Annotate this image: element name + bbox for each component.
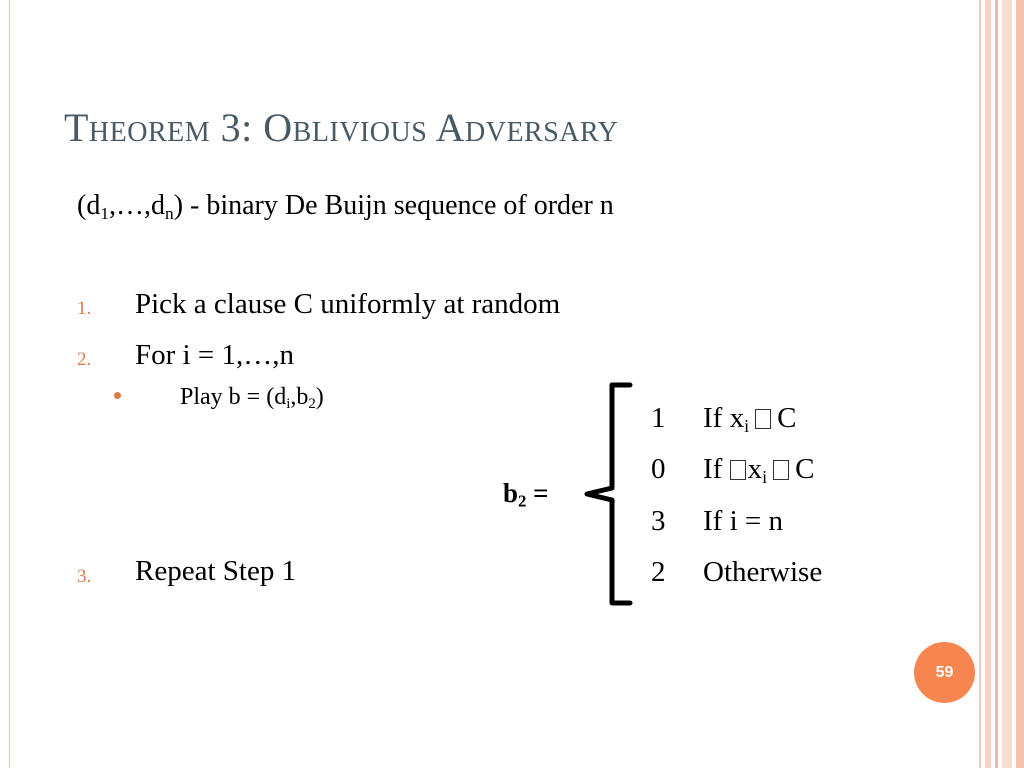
left-border (0, 0, 10, 768)
sub-item-middle: ,b (290, 384, 309, 410)
case-value: 1 (651, 402, 666, 434)
case-cond-suffix: C (777, 402, 797, 434)
b2-eq: = (526, 478, 549, 508)
page-number-badge (914, 642, 975, 703)
sub-item-suffix: ) (315, 384, 324, 410)
list-item-3: Repeat Step 1 (135, 555, 297, 587)
sub-item (180, 384, 324, 413)
lead-sub-1: 1 (100, 203, 110, 223)
case-value: 2 (651, 556, 666, 588)
sub-item-sub-2: 2 (308, 396, 316, 413)
b2-sub: 2 (518, 491, 527, 511)
lead-prefix: (d (77, 190, 101, 221)
stripe (995, 0, 998, 768)
missing-glyph-icon (773, 460, 789, 480)
case-row-4 (651, 556, 822, 589)
lead-suffix: ) - binary De Buijn sequence of order n (173, 190, 614, 221)
case-cond-sub: i (762, 467, 768, 488)
left-brace-icon (584, 380, 634, 608)
case-cond-prefix: If x (703, 402, 745, 434)
b2-label (503, 478, 549, 512)
list-item-1: Pick a clause C uniformly at random (135, 288, 561, 320)
list-number-1: 1. (77, 298, 92, 319)
b2-base: b (503, 478, 519, 508)
list-item-2: For i = 1,…,n (135, 339, 294, 371)
case-value: 0 (651, 453, 666, 485)
list-number-2: 2. (77, 349, 92, 370)
stripe (985, 0, 991, 768)
stripe (979, 0, 981, 768)
lead-line (77, 190, 614, 224)
case-row-2 (651, 453, 814, 488)
case-row-3 (651, 505, 783, 538)
case-cond: If i = n (703, 505, 783, 537)
case-cond-sub: i (744, 416, 750, 437)
case-value: 3 (651, 505, 666, 537)
list-number-3: 3. (77, 566, 92, 587)
decorative-stripes (979, 0, 1024, 768)
slide-title: Theorem 3: Oblivious Adversary (64, 105, 619, 150)
case-cond-suffix: C (795, 453, 815, 485)
lead-sub-n: n (165, 203, 174, 223)
case-cond-mid: x (747, 453, 763, 485)
sub-item-prefix: Play b = (d (180, 384, 287, 410)
lead-middle: ,…,d (109, 190, 166, 221)
sub-item-sub-i: i (286, 396, 291, 413)
case-cond: Otherwise (703, 556, 823, 588)
missing-glyph-icon (730, 460, 746, 480)
case-row-1 (651, 402, 796, 437)
stripe (1016, 0, 1024, 768)
case-cond-prefix: If (703, 453, 730, 485)
page-number: 59 (935, 663, 954, 681)
stripe (1002, 0, 1012, 768)
missing-glyph-icon (755, 409, 771, 429)
bullet-dot (114, 392, 121, 399)
